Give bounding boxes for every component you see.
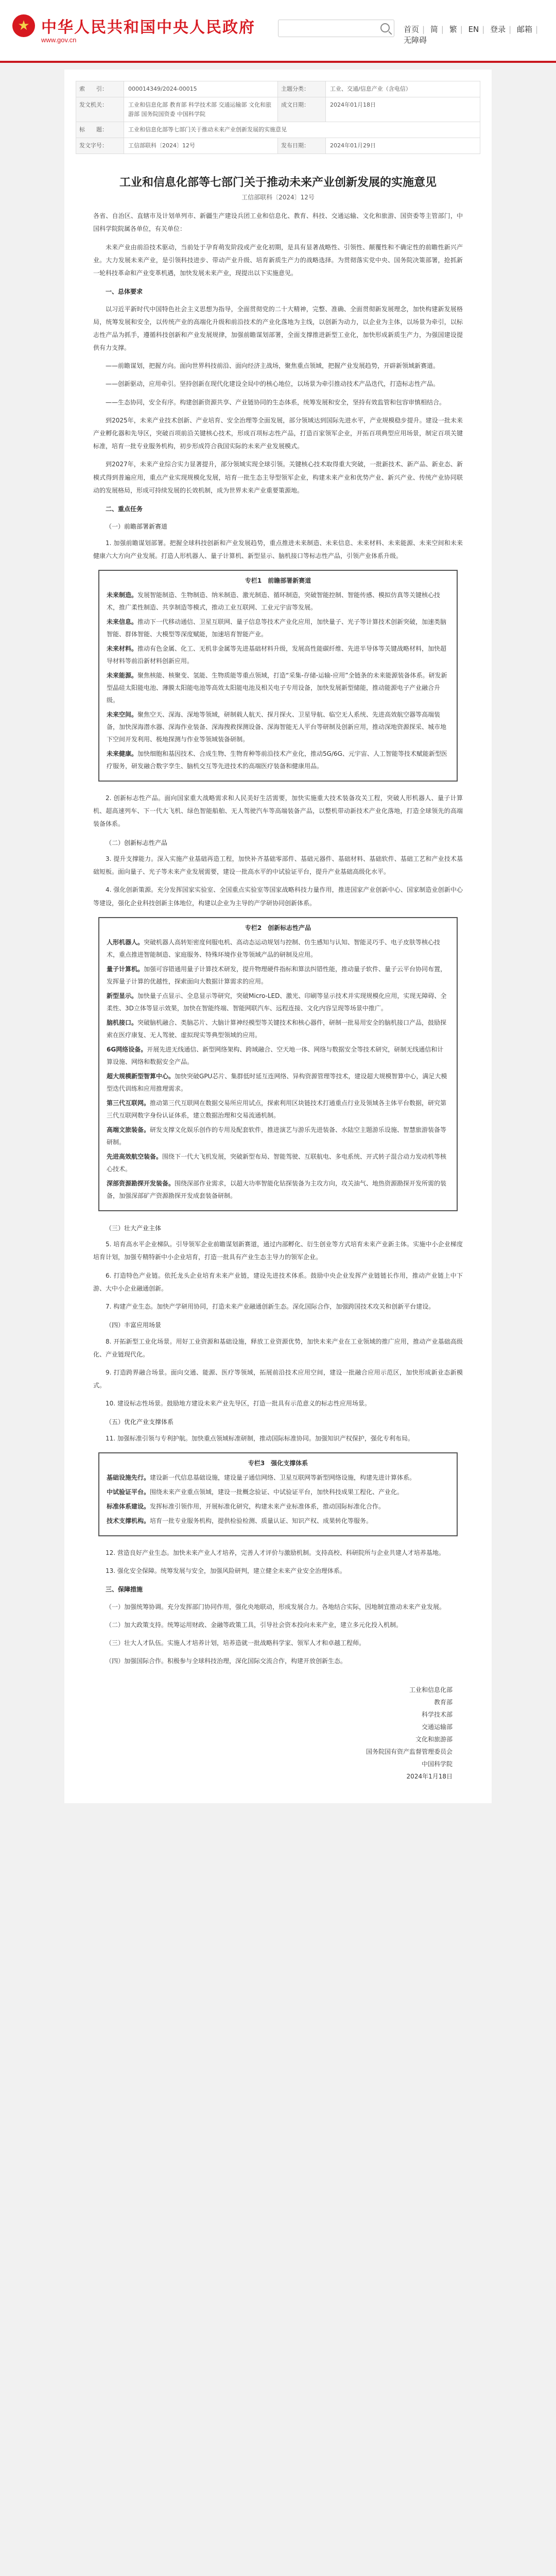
box-item: 未来空间。聚焦空天、深海、深地等领域，研制载人航天、探月探火、卫星导航、临空无人系统、先进高效航空器等高端装备，加快深海潜水器、深海作业装备、深海搜救探测设备、深海智能无人平台等研制及创新应用，推动深地资源探采、城市地下空间开发利用、极地探测与作业等领域装备研制。 <box>107 711 447 743</box>
paragraph: （三）壮大人才队伍。实施人才培养计划，培养造就一批战略科学家、领军人才和卓越工程师。 <box>106 1639 366 1647</box>
section-heading: 三、保障措施 <box>106 1586 143 1594</box>
paragraph: 1. 加强前瞻谋划部署。把握全球科技创新和产业发展趋势，重点推进未来制造、未来信息、未来材料、未来能源、未来空间和未来健康六大方向产业发展。打造人形机器人、量子计算机、新型显示、脑机接口等标志性产品，引领产业体系升级。 <box>93 539 463 560</box>
written-date-value: 2024年01月18日 <box>330 101 376 108</box>
nav-simplified[interactable]: 简 <box>430 25 438 34</box>
signatory: 文化和旅游部 <box>415 1735 453 1743</box>
box-item: 标准体系建设。发挥标准引领作用，开展标准化研究，构建未来产业标准体系，推动国际标准化合作。 <box>107 1503 385 1511</box>
box-item: 中试验证平台。围绕未来产业重点领域，建设一批概念验证、中试验证平台，加快科技成果工程化、产业化。 <box>107 1488 404 1496</box>
metadata-table <box>76 81 480 154</box>
subsection-heading: （四）丰富应用场景 <box>106 1321 162 1329</box>
written-date-label: 成文日期： <box>278 97 326 122</box>
publish-date-label: 发布日期： <box>278 138 326 154</box>
paragraph: 4. 强化创新策源。充分发挥国家实验室、全国重点实验室等国家战略科技力量作用，推进国家产业创新中心、国家制造业创新中心等建设，强化企业科技创新主体地位，构建以企业为主导的产学研协同创新体系。 <box>93 886 463 907</box>
national-emblem-icon: ★ <box>12 14 35 37</box>
box-title: 专栏1 前瞻部署新赛道 <box>245 577 311 585</box>
paragraph: 9. 打造跨界融合场景。面向交通、能源、医疗等领域，拓展前沿技术应用空间，建设一批融合应用示范区，加快形成新业态新模式。 <box>93 1368 463 1389</box>
nav-mail[interactable]: 邮箱 <box>516 25 532 34</box>
sidebar-box <box>98 917 458 1211</box>
paragraph: （一）加强统筹协调。充分发挥部门协同作用，强化央地联动，形成发展合力。各地结合实际，因地制宜推动未来产业发展。 <box>106 1603 446 1611</box>
box-item: 未来能源。聚焦核能、核聚变、氢能、生物质能等重点领域，打造“采集-存储-运输-应用”全链条的未来能源装备体系。研发新型晶硅太阳能电池、薄膜太阳能电池等高效太阳能电池及相关电子专用设备，加快发展新型储能，推动能源电子产业融合升级。 <box>107 672 447 704</box>
signatory: 工业和信息化部 <box>409 1686 453 1693</box>
box-item: 先进高效航空装备。围绕下一代大飞机发展，突破新型布局、智能驾驶、互联航电、多电系统、开式转子混合动力发动机等核心技术。 <box>107 1153 447 1173</box>
index-value: 000014349/2024-00015 <box>124 81 278 97</box>
paragraph: 5. 培育高水平企业梯队。引导领军企业前瞻谋划新赛道，通过内部孵化、衍生创业等方式培育未来产业新主体。实施中小企业梯度培育计划，加强专精特新中小企业培育，打造一批具有产业生态主导力的领军企业。 <box>93 1241 463 1261</box>
box-item: 未来信息。推动下一代移动通信、卫星互联网、量子信息等技术产业化应用，加快量子、光子等计算技术创新突破，加速类脑智能、群体智能、大模型等深度赋能，加速培育智能产业。 <box>107 618 447 638</box>
signature-block <box>93 1684 463 1783</box>
category-value: 工业、交通/信息产业（含电信） <box>330 86 411 92</box>
nav-accessibility[interactable]: 无障碍 <box>404 36 427 45</box>
paragraph: 到2027年，未来产业综合实力显著提升，部分领域实现全球引领。关键核心技术取得重大突破，一批新技术、新产品、新业态、新模式得到普遍应用，重点产业实现规模化发展，培育一批生态主导型领军企业，构建未来产业和优势产业、新兴产业、传统产业协同联动的发展格局，形成可持续发展的长效机制，成为世界未来产业重要策源地。 <box>93 461 463 494</box>
site-url: www.gov.cn <box>41 36 77 44</box>
issuer-value: 工业和信息化部 教育部 科学技术部 交通运输部 文化和旅游部 国务院国资委 中国科学院 <box>124 97 278 122</box>
box-item: 第三代互联网。推动第三代互联网在数据交易所应用试点，探索利用区块链技术打通重点行业及领域各主体平台数据，研究第三代互联网数字身份认证体系，建立数据治理和交易流通机制。 <box>107 1099 447 1119</box>
paragraph: ——生态协同，安全有序。构建创新资源共享、产业链协同的生态体系，统筹发展和安全，坚持有效监管和包容审慎相结合。 <box>106 398 446 406</box>
section-heading: 一、总体要求 <box>106 288 143 296</box>
paragraph: 7. 构建产业生态。加快产学研用协同，打造未来产业融通创新生态。深化国际合作，加强跨国技术攻关和创新平台建设。 <box>106 1302 435 1310</box>
top-nav: 首页 | 简 | 繁 | EN | 登录 | 邮箱 | 无障碍 <box>401 24 556 45</box>
section-heading: 二、重点任务 <box>106 505 143 513</box>
nav-home[interactable]: 首页 <box>404 25 420 34</box>
signatory: 国务院国有资产监督管理委员会 <box>366 1748 453 1755</box>
subsection-heading: （一）前瞻部署新赛道 <box>106 523 168 531</box>
sidebar-box <box>98 570 458 782</box>
signatory: 中国科学院 <box>421 1760 453 1768</box>
box-item: 未来制造。发展智能制造、生物制造、纳米制造、激光制造、循环制造，突破智能控制、智能传感、模拟仿真等关键核心技术，推广柔性制造、共享制造等模式，推动工业互联网、工业元宇宙等发展。 <box>107 591 441 612</box>
paragraph: 10. 建设标志性场景。鼓励地方建设未来产业先导区，打造一批具有示范意义的标志性应用场景。 <box>106 1400 371 1408</box>
subsection-heading: （三）壮大产业主体 <box>106 1224 162 1232</box>
nav-login[interactable]: 登录 <box>490 25 506 34</box>
box-item: 6G网络设备。开展先进无线通信、新型网络架构、跨域融合、空天地一体、网络与数据安全等技术研究，研制无线通信和计算设施、网络和数据安全产品。 <box>107 1045 444 1065</box>
doc-number-label: 发文字号： <box>76 138 124 154</box>
box-item: 超大规模新型智算中心。加快突破GPU芯片、集群低时延互连网络、异构资源管理等技术，建设超大规模智算中心，满足大模型迭代训练和应用推理需求。 <box>107 1072 447 1092</box>
box-item: 新型显示。加快量子点显示、全息显示等研究，突破Micro-LED、激光、印刷等显示技术并实现规模化应用，实现无障碍、全柔性、3D立体等显示效果，加快在智能终端、智能网联汽车、远程连接、文化内容呈现等场景中推广。 <box>107 992 447 1012</box>
paragraph: 以习近平新时代中国特色社会主义思想为指导，全面贯彻党的二十大精神，完整、准确、全面贯彻新发展理念，加快构建新发展格局，统筹发展和安全，以传统产业的高端化升级和前沿技术的产业化落地为主线，以创新为动力，以企业为主体，以场景为牵引，以标志性产品为抓手，遵循科技创新和产业发展规律，加强前瞻谋划部署，全面支撑推进新型工业化，加快形成新质生产力，为强国建设提供有力支撑。 <box>93 305 463 352</box>
paragraph: 到2025年，未来产业技术创新、产业培育、安全治理等全面发展，部分领域达到国际先进水平，产业规模稳步提升。建设一批未来产业孵化器和先导区，突破百项前沿关键核心技术，形成百项标志性产品，打造百家领军企业，开拓百项典型应用场景，制定百项关键标准，培育一批专业服务机构，初步形成符合我国实际的未来产业发展模式。 <box>93 416 463 450</box>
document-body <box>64 210 492 1803</box>
paragraph: 12. 营造良好产业生态。加快未来产业人才培养，完善人才评价与激励机制。支持高校、科研院所与企业共建人才培养基地。 <box>106 1549 445 1557</box>
addressee: 各省、自治区、直辖市及计划单列市、新疆生产建设兵团工业和信息化、教育、科技、交通运输、文化和旅游、国资委等主管部门，中国科学院院属各单位，有关单位： <box>93 212 463 233</box>
intro-paragraph: 未来产业由前沿技术驱动，当前处于孕育萌发阶段或产业化初期，是具有显著战略性、引领性、颠覆性和不确定性的前瞻性新兴产业。大力发展未来产业，是引领科技进步、带动产业升级、培育新质生产力的战略选择。为贯彻落实党中央、国务院决策部署，抢抓新一轮科技革命和产业变革机遇，加快发展未来产业，现提出以下实施意见。 <box>93 243 463 277</box>
signatory: 教育部 <box>433 1698 453 1706</box>
paragraph: （四）加强国际合作。积极参与全球科技治理，深化国际交流合作，构建开放创新生态。 <box>106 1657 347 1665</box>
title-label: 标 题： <box>76 122 124 138</box>
paragraph: ——前瞻谋划，把握方向。面向世界科技前沿、面向经济主战场，聚焦重点领域，把握产业发展趋势，开辟新领域新赛道。 <box>106 362 440 370</box>
paragraph: ——创新驱动，应用牵引。坚持创新在现代化建设全局中的核心地位，以场景为牵引推动技术产品迭代，打造标志性产品。 <box>106 380 440 388</box>
box-item: 基础设施先行。建设新一代信息基础设施，建设量子通信网络、卫星互联网等新型网络设施，构建先进计算体系。 <box>107 1474 416 1482</box>
signatory: 科学技术部 <box>421 1710 453 1718</box>
nav-traditional[interactable]: 繁 <box>449 25 457 34</box>
box-title: 专栏3 强化支撑体系 <box>248 1460 308 1467</box>
title-value: 工业和信息化部等七部门关于推动未来产业创新发展的实施意见 <box>128 126 287 133</box>
box-item: 高端文旅装备。研发支撑文化娱乐创作的专用及配套软件，推进演艺与游乐先进装备、水陆空主题游乐设施、智慧旅游装备等研制。 <box>107 1126 447 1146</box>
paragraph: 2. 创新标志性产品。面向国家重大战略需求和人民美好生活需要，加快实施重大技术装备攻关工程，突破人形机器人、量子计算机、超高速列车、下一代大飞机、绿色智能船舶、无人驾驶汽车等高端装备产品，以整机带动新技术产业化落地，打造全球领先的高端装备体系。 <box>93 794 463 828</box>
article-container <box>64 70 492 1803</box>
category-label: 主题分类： <box>278 81 326 97</box>
box-item: 深部资源勘探开发装备。围绕深部作业需求，以超大功率智能化钻探装备为主攻方向，攻关油气、地热资源勘探开发所需的装备，加强深部矿产资源勘探开发成套装备研制。 <box>107 1179 447 1199</box>
paragraph: 3. 提升支撑能力。深入实施产业基础再造工程，加快补齐基础零部件、基础元器件、基础材料、基础软件、基础工艺和产业技术基础短板。面向量子、光子等未来产业发展需要，建设一批高水平的中试验证平台，提升产业基础高级化水平。 <box>93 855 463 876</box>
signature-date: 2024年1月18日 <box>406 1772 453 1780</box>
search-icon[interactable] <box>380 23 390 32</box>
site-header <box>0 0 556 63</box>
box-item: 人形机器人。突破机器人高转矩密度伺服电机、高动态运动规划与控制、仿生感知与认知、智能灵巧手、电子皮肤等核心技术，重点推进智能制造、家庭服务、特殊环境作业等领域产品的研制及应用。 <box>107 938 441 958</box>
paragraph: 13. 强化安全保障。统筹发展与安全，加强风险研判，建立健全未来产业安全治理体系。 <box>106 1567 346 1575</box>
paragraph: （二）加大政策支持。统筹运用财政、金融等政策工具，引导社会资本投向未来产业，建立多元化投入机制。 <box>106 1621 403 1629</box>
signatory: 交通运输部 <box>421 1723 453 1731</box>
box-title: 专栏2 创新标志性产品 <box>245 924 311 931</box>
paragraph: 8. 开拓新型工业化场景。用好工业资源和基础设施，释放工业资源优势，加快未来产业在工业领域的推广应用，推动产业基础高级化、产业链现代化。 <box>93 1337 463 1358</box>
box-item: 技术支撑机构。培育一批专业服务机构，提供检验检测、质量认证、知识产权、成果转化等服务。 <box>107 1517 373 1525</box>
search-input[interactable] <box>278 20 394 37</box>
paragraph: 11. 加强标准引领与专利护航。加快重点领域标准研制，推动国际标准协同。加强知识产权保护，强化专利布局。 <box>106 1434 414 1442</box>
box-item: 脑机接口。突破脑机融合、类脑芯片、大脑计算神经模型等关键技术和核心器件，研制一批易用安全的脑机接口产品，鼓励探索在医疗康复、无人驾驶、虚拟现实等典型领域的应用。 <box>107 1019 447 1039</box>
box-item: 量子计算机。加强可容错通用量子计算技术研发，提升物理硬件指标和算法纠错性能，推动量子软件、量子云平台协同布置，发挥量子计算的优越性，探索面向大数据计算需求的应用。 <box>107 965 447 985</box>
publish-date-value: 2024年01月29日 <box>330 142 376 149</box>
issuer-label: 发文机关： <box>76 97 124 122</box>
subsection-heading: （二）创新标志性产品 <box>106 839 168 846</box>
sidebar-box <box>98 1452 458 1536</box>
index-label: 索 引： <box>76 81 124 97</box>
document-title: 工业和信息化部等七部门关于推动未来产业创新发展的实施意见 <box>119 176 437 190</box>
nav-english[interactable]: EN <box>468 25 479 34</box>
box-item: 未来材料。推动有色金属、化工、无机非金属等先进基础材料升级，发展高性能碳纤维、先进半导体等关键战略材料，加快超导材料等前沿新材料创新应用。 <box>107 645 447 665</box>
paragraph: 6. 打造特色产业链。依托龙头企业培育未来产业链，建设先进技术体系。鼓励中央企业发挥产业链链长作用，推动产业链上中下游、大中小企业融通创新。 <box>93 1272 463 1292</box>
document-number: 工信部联科〔2024〕12号 <box>241 194 315 201</box>
box-item: 未来健康。加快细胞和基因技术、合成生物、生物育种等前沿技术产业化，推动5G/6G、元宇宙、人工智能等技术赋能新型医疗服务，研发融合数字孪生、脑机交互等先进技术的高端医疗装备和健康用品。 <box>107 750 447 770</box>
subsection-heading: （五）优化产业支撑体系 <box>106 1418 174 1426</box>
site-name[interactable]: 中华人民共和国中央人民政府 <box>41 19 255 37</box>
doc-number-value: 工信部联科〔2024〕12号 <box>124 138 278 154</box>
